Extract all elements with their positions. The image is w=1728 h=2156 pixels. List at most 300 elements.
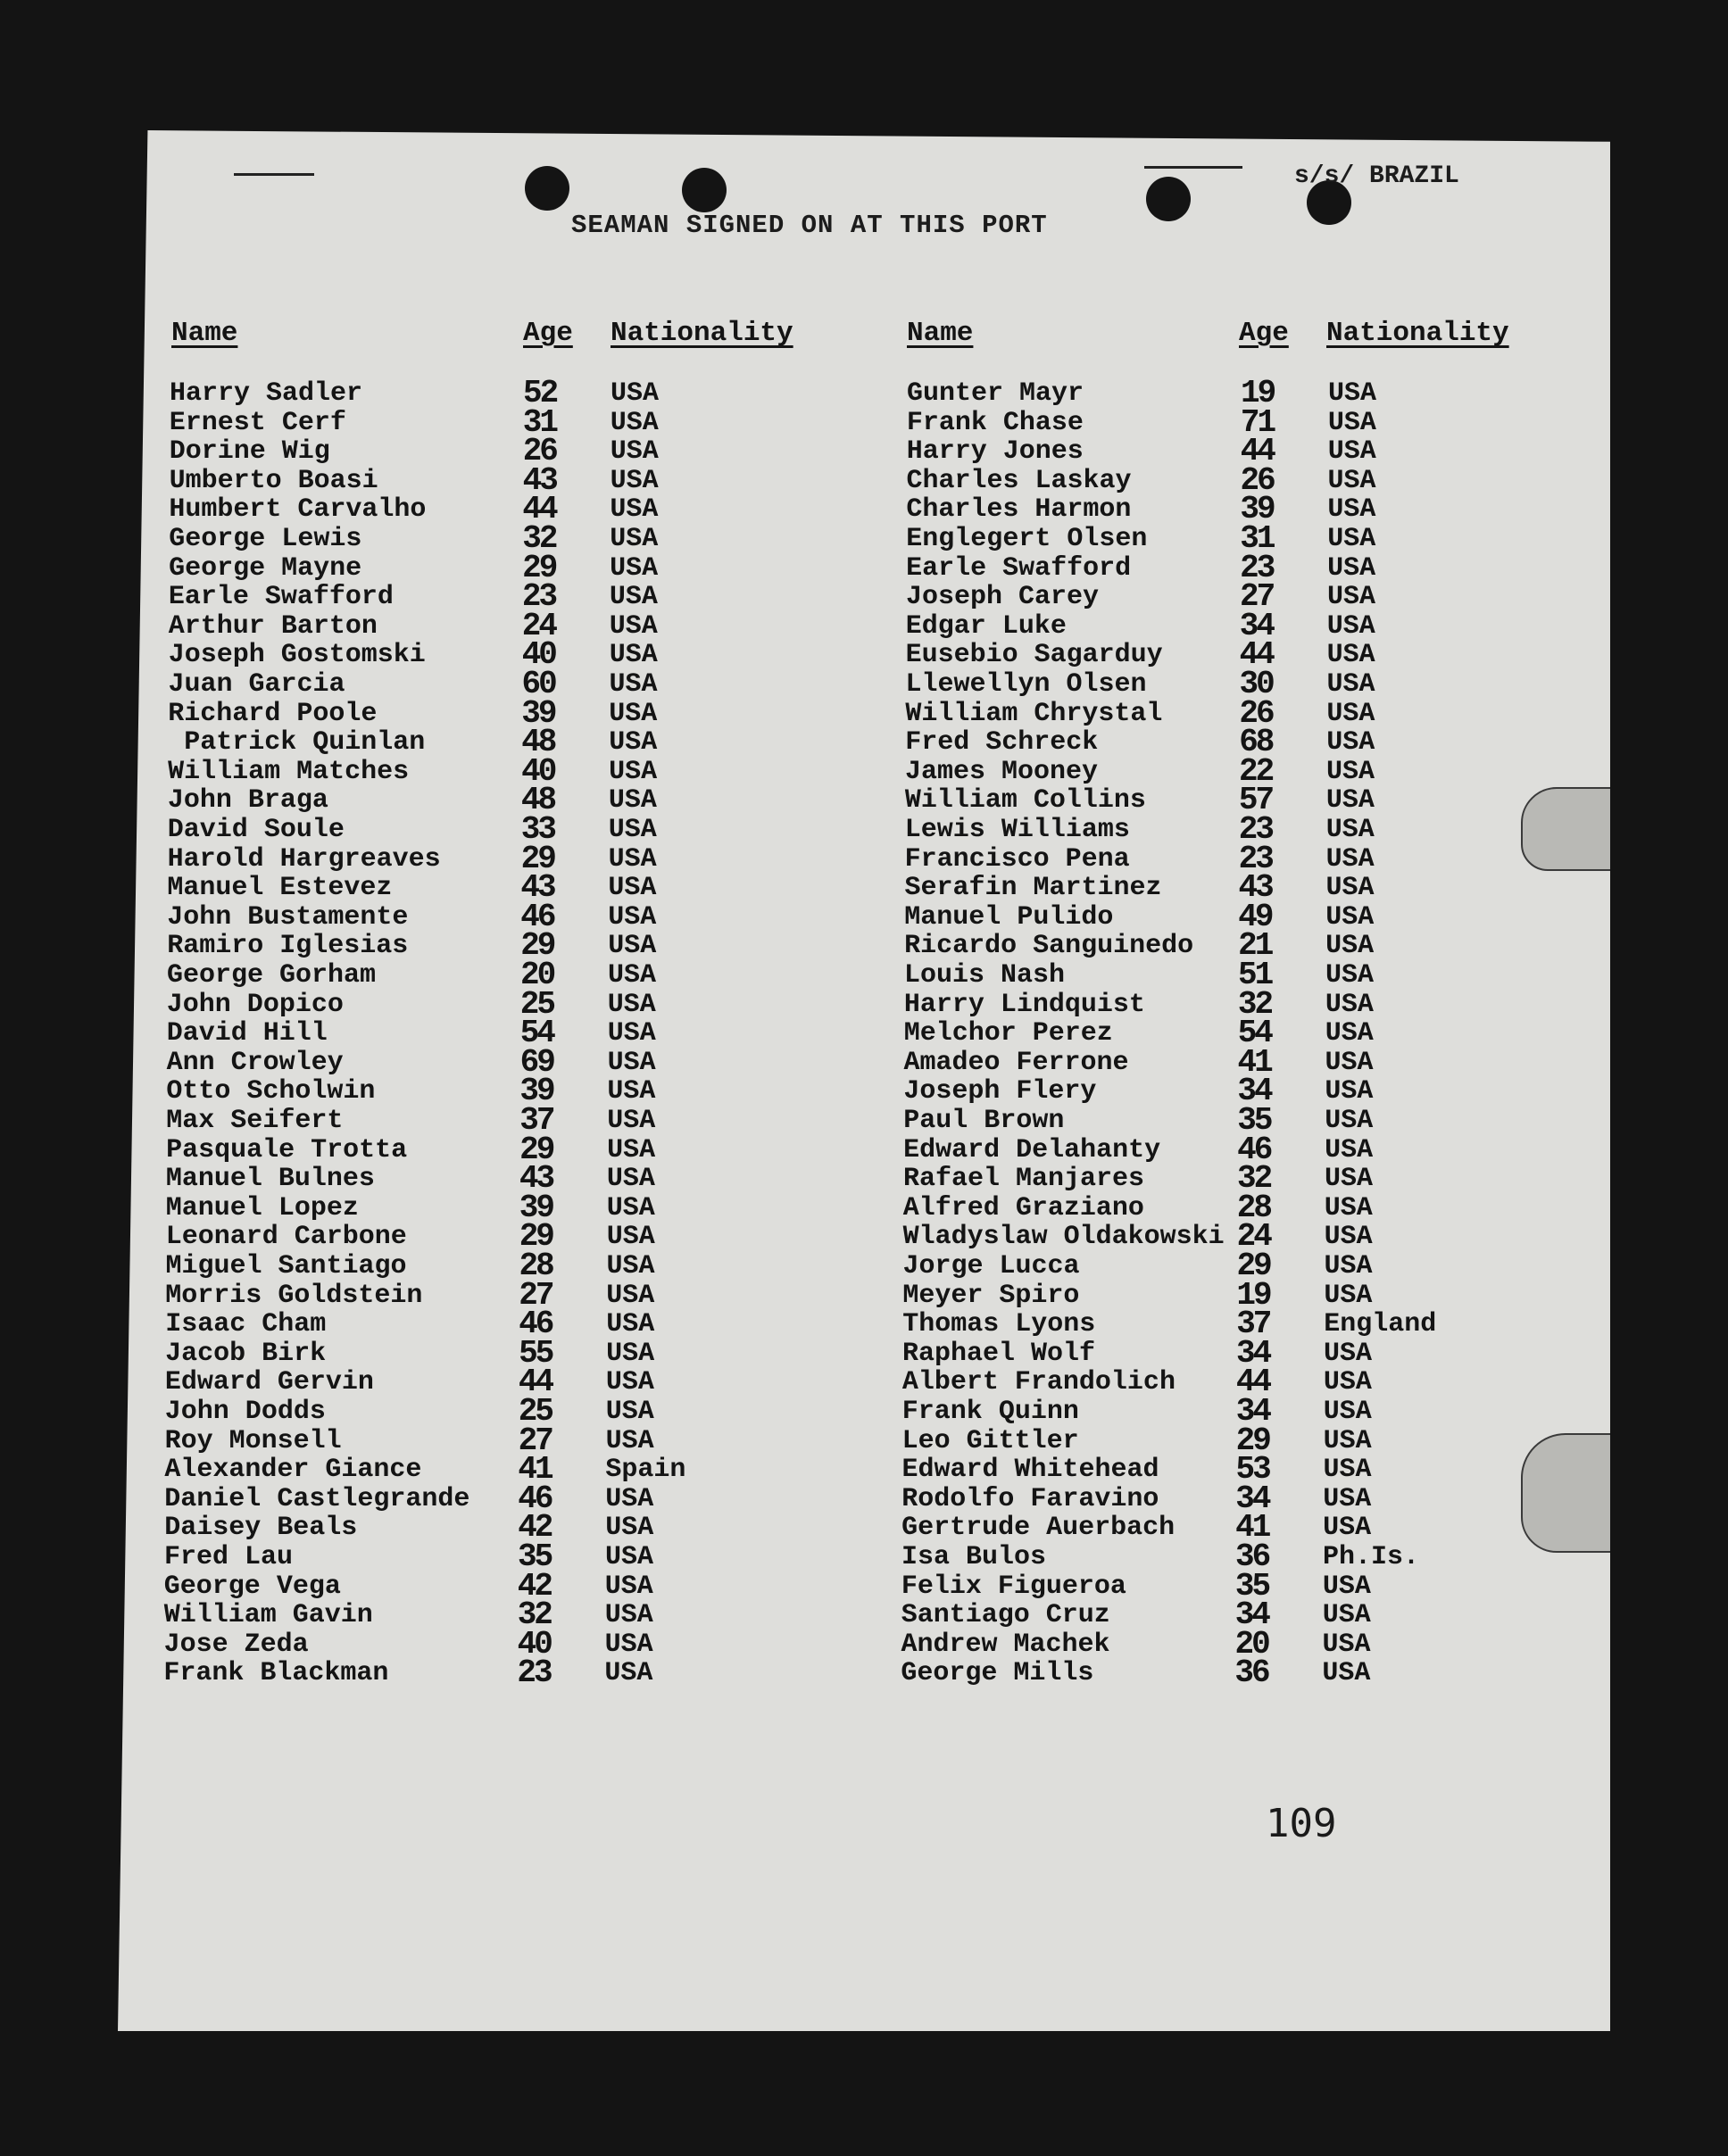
crew-age: 31 <box>1240 520 1274 557</box>
left-crew-row <box>169 461 848 499</box>
crew-nationality: USA <box>607 1134 656 1165</box>
crew-name: Joseph Gostomski <box>168 640 426 671</box>
crew-name: Wladyslaw Oldakowski <box>902 1222 1225 1253</box>
crew-age: 23 <box>521 578 556 616</box>
crew-name: Andrew Machek <box>901 1629 1110 1660</box>
crew-name: Max Seifert <box>166 1106 344 1136</box>
crew-nationality: USA <box>1325 815 1375 845</box>
crew-nationality: USA <box>609 756 658 787</box>
crew-age: 23 <box>1238 811 1273 848</box>
crew-age: 37 <box>1236 1306 1270 1343</box>
left-crew-row <box>163 1654 842 1692</box>
crew-age: 29 <box>519 1131 553 1168</box>
crew-age: 42 <box>517 1567 552 1605</box>
crew-nationality: USA <box>606 1309 655 1340</box>
crew-age: 57 <box>1238 782 1273 819</box>
crew-nationality: USA <box>607 989 656 1020</box>
crew-age: 39 <box>519 1073 553 1110</box>
crew-name: Earle Swafford <box>168 582 394 613</box>
crew-nationality: USA <box>611 378 660 409</box>
punch-hole <box>525 166 569 211</box>
right-crew-row <box>901 1567 1580 1605</box>
crew-name: George Mayne <box>169 552 362 584</box>
left-crew-row <box>168 694 846 732</box>
crew-age: 40 <box>521 636 555 674</box>
crew-age: 44 <box>1235 1364 1270 1401</box>
crew-name: Frank Blackman <box>163 1658 389 1689</box>
crew-nationality: USA <box>605 1483 654 1514</box>
right-crew-row <box>902 1218 1582 1256</box>
left-crew-row <box>164 1480 843 1517</box>
crew-nationality: USA <box>1327 436 1376 468</box>
crew-age: 32 <box>517 1596 551 1634</box>
right-crew-row <box>906 549 1584 586</box>
crew-name: Miguel Santiago <box>165 1251 407 1281</box>
crew-age: 69 <box>519 1043 553 1081</box>
crew-nationality: USA <box>1323 1483 1372 1514</box>
crew-name: Francisco Pena <box>904 843 1130 875</box>
crew-name: Dorine Wig <box>169 436 330 468</box>
right-crew-row <box>903 1073 1582 1110</box>
left-crew-row <box>166 1131 844 1168</box>
crew-name: Arthur Barton <box>168 610 378 642</box>
crew-name: Jose Zeda <box>163 1629 309 1660</box>
crew-nationality: USA <box>610 465 659 496</box>
crew-nationality: USA <box>1325 931 1375 962</box>
crew-name: Harry Lindquist <box>903 989 1145 1020</box>
left-crew-row <box>165 1306 843 1343</box>
crew-nationality: USA <box>1327 524 1376 554</box>
crew-age: 40 <box>521 752 555 790</box>
right-crew-row <box>903 1160 1582 1198</box>
crew-name: Joseph Carey <box>906 582 1100 613</box>
crew-name: Lewis Williams <box>904 815 1130 845</box>
right-crew-row <box>901 1393 1581 1430</box>
right-crew-row <box>903 1102 1582 1139</box>
crew-name: David Hill <box>166 1018 328 1049</box>
crew-nationality: USA <box>605 1397 654 1427</box>
crew-name: William Gavin <box>163 1600 373 1631</box>
crew-name: Ramiro Iglesias <box>167 931 409 962</box>
crew-age: 44 <box>518 1364 552 1401</box>
crew-name: Edward Whitehead <box>901 1455 1159 1486</box>
crew-age: 23 <box>1238 840 1272 877</box>
crew-name: William Matches <box>168 756 410 787</box>
left-crew-row <box>169 433 848 470</box>
crew-name: Isaac Cham <box>165 1309 327 1340</box>
left-crew-row <box>168 666 847 702</box>
punch-hole <box>1146 177 1191 221</box>
crew-name: Umberto Boasi <box>169 465 378 496</box>
right-crew-row <box>903 1015 1583 1052</box>
crew-name: Charles Harmon <box>906 494 1132 526</box>
crew-name: John Bustamente <box>167 901 409 933</box>
crew-name: Melchor Perez <box>903 1018 1113 1049</box>
left-crew-row <box>169 491 847 528</box>
crew-nationality: USA <box>606 1192 655 1223</box>
left-crew-row <box>164 1422 843 1459</box>
crew-age: 30 <box>1239 666 1273 702</box>
left-crew-row <box>169 520 847 557</box>
crew-name: Harold Hargreaves <box>167 843 441 875</box>
crew-name: William Collins <box>904 785 1146 817</box>
crew-age: 21 <box>1238 927 1272 965</box>
left-crew-row <box>168 607 847 644</box>
crew-name: Llewellyn Olsen <box>905 669 1147 700</box>
crew-age: 23 <box>1240 549 1274 586</box>
crew-nationality: USA <box>605 1425 654 1456</box>
left-crew-row <box>164 1538 843 1575</box>
crew-age: 34 <box>1236 1334 1270 1372</box>
crew-nationality: USA <box>1325 873 1375 904</box>
crew-nationality: USA <box>1325 785 1375 817</box>
crew-name: Thomas Lyons <box>902 1309 1096 1340</box>
crew-nationality: USA <box>1323 1397 1372 1427</box>
crew-name: James Mooney <box>905 756 1099 787</box>
crew-nationality: USA <box>608 931 657 962</box>
crew-age: 22 <box>1239 752 1273 790</box>
left-crew-row <box>169 403 848 441</box>
crew-name: George Vega <box>163 1571 341 1602</box>
crew-name: Edgar Luke <box>905 610 1067 642</box>
left-crew-row <box>167 782 846 819</box>
crew-nationality: USA <box>1327 582 1376 613</box>
crew-nationality: USA <box>607 1106 656 1136</box>
crew-age: 43 <box>522 461 556 499</box>
crew-age: 46 <box>1237 1131 1271 1168</box>
crew-nationality: USA <box>608 785 657 817</box>
right-name-header: Name <box>907 318 974 349</box>
crew-age: 19 <box>1236 1276 1270 1314</box>
crew-age: 34 <box>1239 607 1274 644</box>
crew-name: Amadeo Ferrone <box>903 1047 1129 1078</box>
crew-nationality: USA <box>605 1542 654 1572</box>
right-crew-row <box>901 1364 1581 1401</box>
left-crew-row <box>164 1451 843 1488</box>
crew-age: 43 <box>1238 869 1272 907</box>
left-crew-row <box>167 927 845 965</box>
crew-age: 29 <box>520 927 554 965</box>
crew-nationality: USA <box>604 1571 653 1602</box>
left-name-header: Name <box>171 318 238 349</box>
crew-nationality: USA <box>609 669 658 700</box>
left-crew-row <box>165 1218 844 1256</box>
crew-name: Alexander Giance <box>164 1455 422 1486</box>
crew-name: Felix Figueroa <box>901 1571 1126 1602</box>
crew-name: Serafin Martinez <box>904 873 1162 904</box>
crew-nationality: USA <box>1322 1629 1371 1660</box>
crew-nationality: USA <box>606 1251 655 1281</box>
left-crew-row <box>166 1043 845 1081</box>
right-crew-row <box>901 1625 1580 1663</box>
crew-name: Edward Delahanty <box>903 1134 1161 1165</box>
crew-age: 39 <box>1240 491 1274 528</box>
crew-age: 24 <box>1236 1218 1270 1256</box>
crew-name: Earle Swafford <box>906 552 1132 584</box>
left-crew-row <box>164 1364 843 1401</box>
left-crew-row <box>167 957 845 993</box>
crew-age: 49 <box>1238 898 1272 935</box>
crew-nationality: USA <box>610 524 659 554</box>
crew-age: 41 <box>1235 1509 1269 1547</box>
right-crew-row <box>907 375 1585 411</box>
crew-age: 27 <box>519 1276 552 1314</box>
crew-age: 35 <box>1237 1102 1271 1139</box>
crew-name: Roy Monsell <box>164 1425 342 1456</box>
crew-nationality: USA <box>604 1629 653 1660</box>
crew-nationality: USA <box>1326 669 1375 700</box>
crew-age: 68 <box>1239 724 1273 761</box>
left-crew-row <box>170 375 848 411</box>
right-crew-row <box>905 666 1584 702</box>
crew-nationality: USA <box>606 1164 655 1195</box>
right-crew-row <box>904 869 1583 907</box>
punch-hole <box>682 168 727 212</box>
crew-name: Paul Brown <box>903 1106 1065 1136</box>
left-nationality-header: Nationality <box>611 318 793 349</box>
crew-age: 23 <box>517 1654 551 1692</box>
crew-name: Louis Nash <box>904 960 1066 991</box>
crew-name: Leonard Carbone <box>165 1222 407 1253</box>
crew-age: 46 <box>520 898 554 935</box>
crew-age: 52 <box>523 375 557 411</box>
crew-nationality: USA <box>608 901 657 933</box>
crew-name: Gunter Mayr <box>907 378 1084 409</box>
crew-nationality: USA <box>607 1018 656 1049</box>
crew-age: 27 <box>518 1422 552 1459</box>
ink-mark <box>1144 166 1242 169</box>
crew-name: Rafael Manjares <box>903 1164 1145 1195</box>
crew-nationality: USA <box>608 815 657 845</box>
crew-nationality: USA <box>609 610 658 642</box>
crew-name: Frank Chase <box>906 407 1084 438</box>
crew-nationality: USA <box>1327 552 1376 584</box>
crew-nationality: USA <box>604 1600 653 1631</box>
left-crew-row <box>164 1509 843 1547</box>
crew-age: 48 <box>521 724 555 761</box>
crew-age: 41 <box>518 1451 552 1488</box>
left-crew-row <box>163 1567 843 1605</box>
right-crew-row <box>901 1480 1580 1517</box>
crew-nationality: USA <box>608 960 657 991</box>
crew-age: 42 <box>518 1509 552 1547</box>
right-nationality-header: Nationality <box>1326 318 1509 349</box>
crew-age: 34 <box>1235 1393 1270 1430</box>
crew-age: 25 <box>518 1393 552 1430</box>
crew-age: 44 <box>522 491 556 528</box>
left-crew-row <box>166 1015 845 1052</box>
left-crew-row <box>165 1248 844 1284</box>
crew-age: 53 <box>1235 1451 1269 1488</box>
crew-age: 44 <box>1239 636 1273 674</box>
crew-age: 29 <box>1236 1248 1270 1284</box>
crew-name: Manuel Bulnes <box>165 1164 375 1195</box>
right-crew-row <box>902 1276 1581 1314</box>
right-crew-row <box>904 782 1583 819</box>
crew-age: 46 <box>518 1480 552 1517</box>
crew-nationality: USA <box>606 1222 655 1253</box>
crew-name: John Braga <box>167 785 328 817</box>
crew-age: 31 <box>522 403 557 441</box>
crew-nationality: USA <box>610 436 659 468</box>
crew-age: 32 <box>1237 985 1272 1023</box>
crew-nationality: USA <box>1327 407 1376 438</box>
crew-age: 39 <box>519 1189 553 1226</box>
crew-name: Charles Laskay <box>906 465 1132 496</box>
crew-age: 36 <box>1234 1654 1268 1692</box>
crew-name: Fred Lau <box>164 1542 294 1572</box>
crew-nationality: USA <box>1324 1280 1373 1311</box>
crew-nationality: USA <box>1325 843 1375 875</box>
crew-name: Raphael Wolf <box>902 1338 1096 1369</box>
crew-nationality: USA <box>610 494 659 526</box>
crew-name: Manuel Estevez <box>167 873 393 904</box>
crew-age: 32 <box>522 520 556 557</box>
crew-age: 29 <box>1235 1422 1269 1459</box>
right-crew-row <box>901 1509 1580 1547</box>
left-crew-row <box>163 1596 843 1634</box>
crew-nationality: USA <box>608 843 657 875</box>
crew-age: 32 <box>1237 1160 1271 1198</box>
crew-age: 60 <box>521 666 555 702</box>
crew-age: 54 <box>1237 1015 1271 1052</box>
crew-age: 44 <box>1240 433 1274 470</box>
crew-name: Otto Scholwin <box>166 1076 376 1107</box>
right-crew-row <box>902 1306 1581 1343</box>
crew-name: Juan Garcia <box>168 669 345 700</box>
left-crew-row <box>167 811 846 848</box>
crew-name: Englegert Olsen <box>906 524 1148 554</box>
crew-age: 29 <box>519 1218 552 1256</box>
crew-nationality: USA <box>1325 1106 1374 1136</box>
crew-nationality: USA <box>607 1076 656 1107</box>
crew-nationality: USA <box>1326 640 1375 671</box>
crew-name: Daisey Beals <box>164 1513 358 1544</box>
crew-age: 33 <box>520 811 555 848</box>
right-crew-row <box>903 985 1583 1023</box>
left-crew-row <box>163 1625 843 1663</box>
crew-name: David Soule <box>167 815 345 845</box>
crew-age: 36 <box>1235 1538 1269 1575</box>
crew-nationality: USA <box>606 1338 655 1369</box>
crew-age: 27 <box>1240 578 1274 616</box>
crew-nationality: USA <box>609 582 658 613</box>
right-crew-row <box>901 1654 1579 1692</box>
crew-name: Eusebio Sagarduy <box>905 640 1163 671</box>
crew-age: 71 <box>1240 403 1275 441</box>
left-crew-row <box>164 1393 843 1430</box>
right-crew-row <box>906 433 1585 470</box>
crew-nationality: USA <box>605 1513 654 1544</box>
crew-name: Richard Poole <box>168 698 378 729</box>
left-crew-row <box>168 752 846 790</box>
crew-nationality: USA <box>604 1658 653 1689</box>
crew-age: 43 <box>519 1160 553 1198</box>
right-crew-row <box>904 811 1583 848</box>
left-age-header: Age <box>523 318 573 349</box>
crew-name: Meyer Spiro <box>902 1280 1080 1311</box>
crew-age: 28 <box>1236 1189 1271 1226</box>
crew-nationality: USA <box>1324 1222 1373 1253</box>
page-number: 109 <box>1266 1801 1337 1846</box>
crew-name: Harry Sadler <box>170 378 363 409</box>
crew-nationality: USA <box>1326 698 1375 729</box>
crew-age: 43 <box>520 869 554 907</box>
crew-nationality: USA <box>1325 1164 1374 1195</box>
ink-mark <box>234 173 314 176</box>
left-crew-row <box>168 578 847 616</box>
crew-nationality: USA <box>1325 989 1374 1020</box>
crew-age: 26 <box>1240 461 1274 499</box>
crew-nationality: England <box>1324 1309 1437 1340</box>
crew-nationality: USA <box>606 1280 655 1311</box>
crew-nationality: USA <box>605 1367 654 1398</box>
crew-nationality: USA <box>1322 1571 1371 1602</box>
crew-age: 35 <box>1234 1567 1269 1605</box>
crew-nationality: USA <box>610 552 659 584</box>
right-crew-row <box>904 840 1583 877</box>
crew-name: Patrick Quinlan <box>168 727 426 759</box>
ship-label: s/s/ BRAZIL <box>1294 162 1459 190</box>
document-title: SEAMAN SIGNED ON AT THIS PORT <box>571 211 1048 240</box>
crew-age: 41 <box>1237 1043 1271 1081</box>
crew-nationality: USA <box>1325 1076 1374 1107</box>
crew-name: Joseph Flery <box>903 1076 1097 1107</box>
crew-nationality: USA <box>1324 1251 1373 1281</box>
right-crew-row <box>906 403 1585 441</box>
crew-nationality: USA <box>1325 1134 1374 1165</box>
right-crew-row <box>904 898 1583 935</box>
left-crew-row <box>167 898 845 935</box>
crew-name: Jacob Birk <box>165 1338 327 1369</box>
crew-nationality: USA <box>1326 756 1375 787</box>
crew-nationality: USA <box>609 698 658 729</box>
crew-age: 34 <box>1235 1480 1269 1517</box>
right-crew-row <box>906 461 1585 499</box>
crew-age: 29 <box>522 549 556 586</box>
crew-age: 19 <box>1241 375 1275 411</box>
crew-nationality: USA <box>1328 378 1377 409</box>
crew-age: 48 <box>520 782 555 819</box>
crew-nationality: USA <box>608 873 657 904</box>
left-crew-row <box>165 1189 844 1226</box>
crew-name: Fred Schreck <box>905 727 1099 759</box>
crew-name: Manuel Lopez <box>165 1192 359 1223</box>
crew-age: 35 <box>518 1538 552 1575</box>
left-crew-row <box>168 636 847 674</box>
crew-name: Morris Goldstein <box>165 1280 423 1311</box>
crew-name: Ricardo Sanguinedo <box>904 931 1194 962</box>
crew-nationality: USA <box>1326 610 1375 642</box>
left-crew-row <box>166 1073 844 1110</box>
left-crew-row <box>168 724 846 761</box>
crew-name: Manuel Pulido <box>904 901 1114 933</box>
crew-name: Leo Gittler <box>901 1425 1079 1456</box>
crew-age: 20 <box>1234 1625 1268 1663</box>
crew-age: 55 <box>519 1334 552 1372</box>
crew-age: 37 <box>519 1102 553 1139</box>
crew-age: 51 <box>1238 957 1272 993</box>
crew-age: 25 <box>519 985 554 1023</box>
right-crew-row <box>905 694 1583 732</box>
crew-name: Ann Crowley <box>166 1047 344 1078</box>
crew-age: 34 <box>1237 1073 1271 1110</box>
crew-name: Frank Quinn <box>901 1397 1079 1427</box>
left-crew-row <box>166 1102 844 1139</box>
crew-age: 40 <box>517 1625 551 1663</box>
crew-nationality: USA <box>609 640 658 671</box>
crew-age: 26 <box>1239 694 1273 732</box>
